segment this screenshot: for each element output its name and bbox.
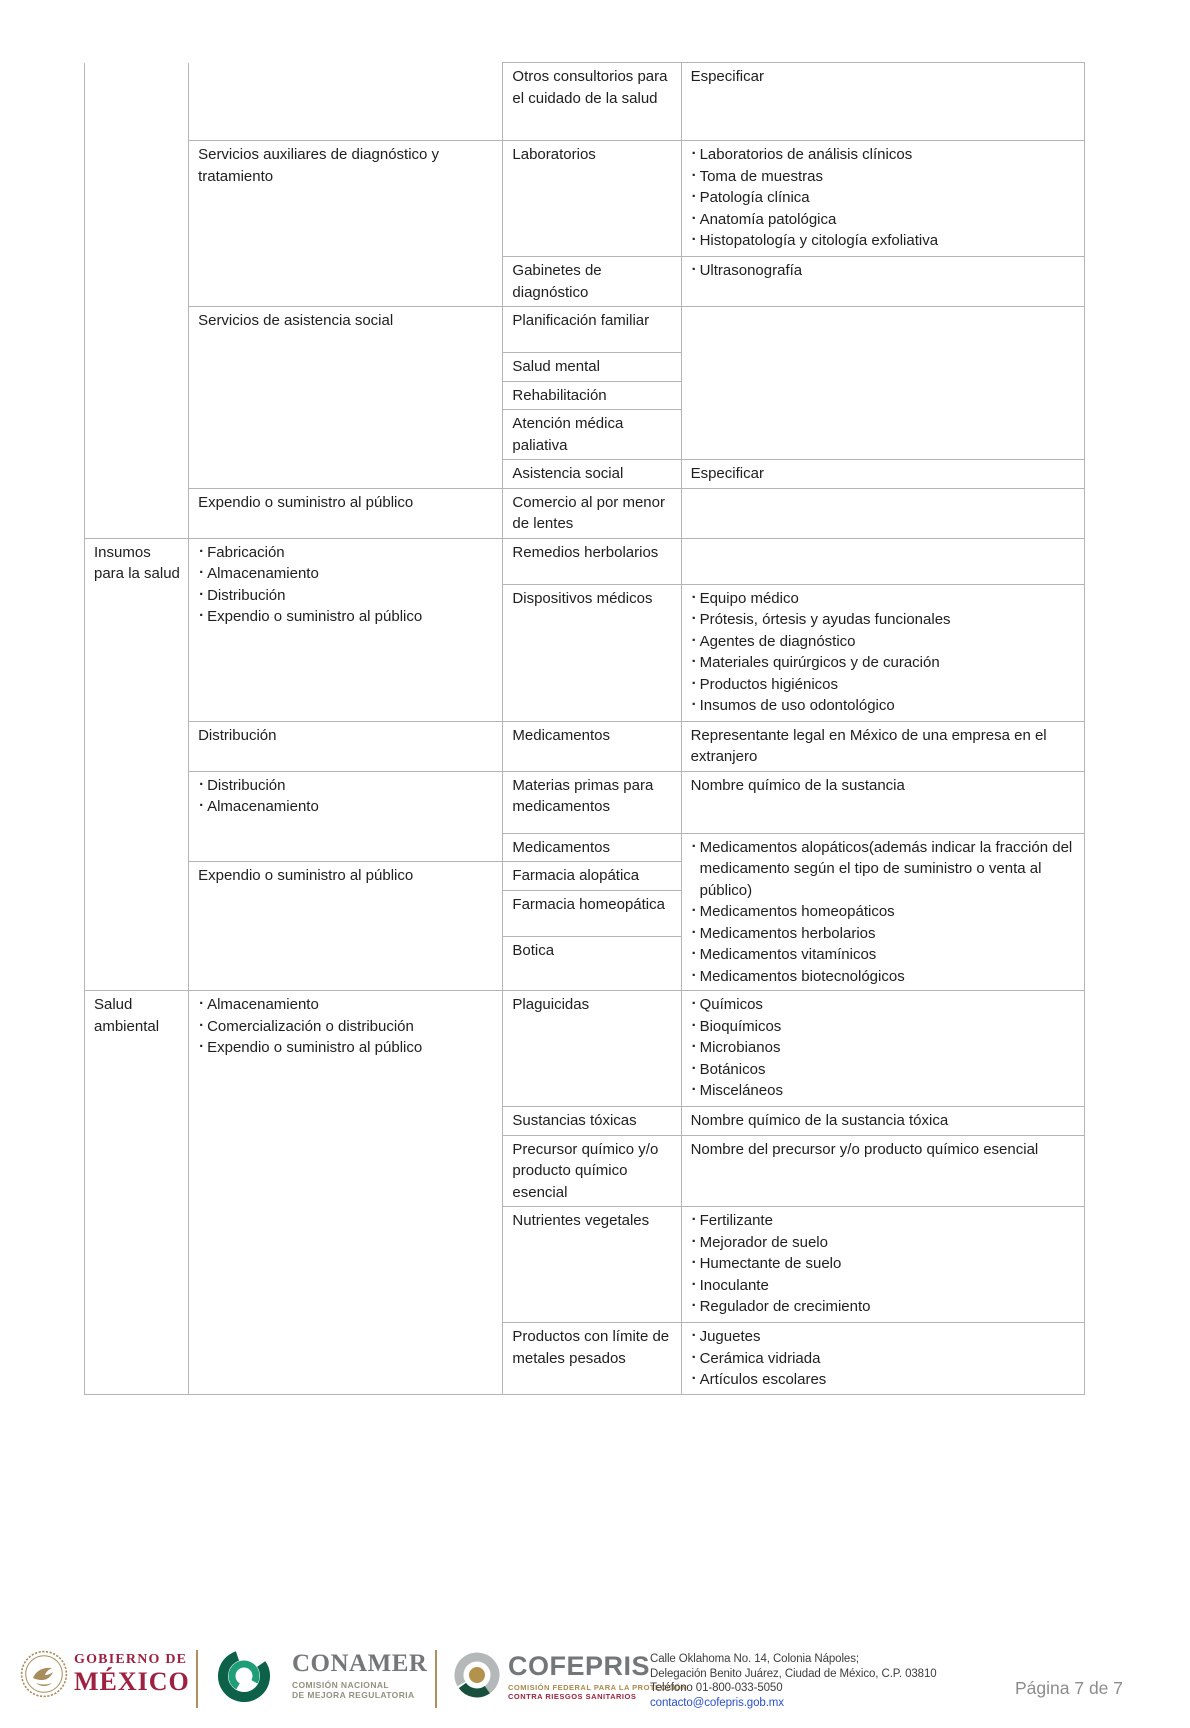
detail-cell [681,538,1084,584]
mexico-label: MÉXICO [74,1667,190,1696]
bullet-item: · Laboratorios de análisis clínicos [691,144,1076,166]
gobierno-mexico-wordmark [74,1652,190,1696]
establishment-cell: Sustancias tóxicas [503,1107,681,1136]
cofepris-address [650,1652,937,1710]
detail-cell [681,584,1084,721]
bullet-item: · Misceláneos [691,1080,1076,1102]
establishment-cell: Medicamentos [503,833,681,862]
page-footer [0,1640,1190,1728]
establishment-cell: Materias primas para medicamentos [503,771,681,833]
activity-cell: Distribución [189,721,503,771]
establishment-cell: Plaguicidas [503,991,681,1107]
bullet-item: · Almacenamiento [198,563,494,585]
detail-cell [681,1207,1084,1323]
bullet-item: · Productos higiénicos [691,674,1076,696]
detail-cell: Nombre del precursor y/o producto químico esencial [681,1135,1084,1207]
bullet-item: · Toma de muestras [691,166,1076,188]
establishment-cell: Botica [503,937,681,991]
bullet-item: · Prótesis, órtesis y ayudas funcionales [691,609,1076,631]
bullet-item: · Agentes de diagnóstico [691,631,1076,653]
establishment-cell: Remedios herbolarios [503,538,681,584]
establishment-cell: Otros consultorios para el cuidado de la salud [503,63,681,141]
table-row [85,63,1085,141]
bullet-item: · Medicamentos herbolarios [691,923,1076,945]
bullet-item: · Regulador de crecimiento [691,1296,1076,1318]
activity-cell: Expendio o suministro al público [189,862,503,991]
activities-table-wrap [84,62,1085,1395]
establishment-cell: Precursor químico y/o producto químico esencial [503,1135,681,1207]
bullet-item: · Mejorador de suelo [691,1232,1076,1254]
mexico-eagle-seal-icon [20,1650,68,1698]
establishment-cell: Planificación familiar [503,307,681,353]
detail-cell: Especificar [681,63,1084,141]
conamer-icon [216,1648,272,1704]
bullet-item: · Anatomía patológica [691,209,1076,231]
bullet-item: · Fabricación [198,542,494,564]
establishment-cell: Salud mental [503,353,681,382]
detail-cell: Especificar [681,460,1084,489]
cofepris-subtitle-1: COMISIÓN FEDERAL PARA LA PROTECCIÓN [508,1683,688,1692]
table-row [85,991,1085,1107]
table-row [85,538,1085,584]
table-row [85,307,1085,353]
cofepris-subtitle-2: CONTRA RIESGOS SANITARIOS [508,1692,637,1701]
establishment-cell: Comercio al por menor de lentes [503,488,681,538]
detail-cell [681,1323,1084,1395]
establishment-cell: Farmacia homeopática [503,891,681,937]
establishment-cell: Productos con límite de metales pesados [503,1323,681,1395]
establishment-cell: Farmacia alopática [503,862,681,891]
detail-cell [681,833,1084,991]
detail-cell: Representante legal en México de una empresa en el extranjero [681,721,1084,771]
detail-cell [681,257,1084,307]
table-row [85,141,1085,257]
conamer-subtitle-2: DE MEJORA REGULATORIA [292,1690,415,1700]
bullet-item: · Medicamentos biotecnológicos [691,966,1076,988]
gobierno-de-label: GOBIERNO DE [74,1652,188,1667]
bullet-item: · Equipo médico [691,588,1076,610]
activities-table [84,62,1085,1395]
cofepris-icon [452,1650,502,1700]
cofepris-name: COFEPRIS [508,1651,651,1681]
conamer-wordmark [292,1651,427,1700]
establishment-cell: Asistencia social [503,460,681,489]
bullet-item: · Medicamentos homeopáticos [691,901,1076,923]
activity-cell: Servicios auxiliares de diagnóstico y tratamiento [189,141,503,307]
bullet-item: · Insumos de uso odontológico [691,695,1076,717]
bullet-item: · Cerámica vidriada [691,1348,1076,1370]
activity-cell [189,991,503,1395]
bullet-item: · Inoculante [691,1275,1076,1297]
category-cell [85,63,189,539]
activity-cell: Servicios de asistencia social [189,307,503,489]
table-row [85,721,1085,771]
bullet-item: · Medicamentos alopáticos(además indicar la fracción del medicamento según el tipo de suministro o venta al público) [691,837,1076,902]
bullet-item: · Fertilizante [691,1210,1076,1232]
table-row [85,771,1085,833]
activity-cell: Expendio o suministro al público [189,488,503,538]
bullet-item: · Juguetes [691,1326,1076,1348]
bullet-item: · Distribución [198,585,494,607]
address-line-2: Delegación Benito Juárez, Ciudad de México, C.P. 03810 [650,1667,937,1680]
conamer-subtitle-1: COMISIÓN NACIONAL [292,1680,389,1690]
bullet-item: · Artículos escolares [691,1369,1076,1391]
conamer-name: CONAMER [292,1650,428,1677]
bullet-item: · Materiales quirúrgicos y de curación [691,652,1076,674]
bullet-item: · Almacenamiento [198,994,494,1016]
bullet-item: · Botánicos [691,1059,1076,1081]
detail-cell [681,307,1084,460]
detail-cell [681,141,1084,257]
footer-divider [196,1650,198,1708]
establishment-cell: Dispositivos médicos [503,584,681,721]
address-line-1: Calle Oklahoma No. 14, Colonia Nápoles; [650,1653,859,1665]
establishment-cell: Atención médica paliativa [503,410,681,460]
detail-cell [681,991,1084,1107]
contact-email-link[interactable]: contacto@cofepris.gob.mx [650,1696,784,1709]
activity-cell [189,771,503,862]
bullet-item: · Humectante de suelo [691,1253,1076,1275]
activity-cell [189,538,503,721]
activity-cell [189,63,503,141]
establishment-cell: Medicamentos [503,721,681,771]
establishment-cell: Nutrientes vegetales [503,1207,681,1323]
bullet-item: · Bioquímicos [691,1016,1076,1038]
table-row [85,488,1085,538]
bullet-item: · Químicos [691,994,1076,1016]
bullet-item: · Ultrasonografía [691,260,1076,282]
bullet-item: · Histopatología y citología exfoliativa [691,230,1076,252]
bullet-item: · Patología clínica [691,187,1076,209]
bullet-item: · Comercialización o distribución [198,1016,494,1038]
establishment-cell: Laboratorios [503,141,681,257]
bullet-item: · Almacenamiento [198,796,494,818]
establishment-cell: Rehabilitación [503,381,681,410]
detail-cell: Nombre químico de la sustancia tóxica [681,1107,1084,1136]
page-number: Página 7 de 7 [1015,1678,1124,1698]
bullet-item: · Expendio o suministro al público [198,1037,494,1059]
address-line-3: Teléfono 01-800-033-5050 [650,1682,783,1694]
bullet-item: · Microbianos [691,1037,1076,1059]
bullet-item: · Medicamentos vitamínicos [691,944,1076,966]
category-cell: Salud ambiental [85,991,189,1395]
bullet-item: · Expendio o suministro al público [198,606,494,628]
category-cell: Insumos para la salud [85,538,189,991]
bullet-item: · Distribución [198,775,494,797]
footer-divider [435,1650,437,1708]
detail-cell: Nombre químico de la sustancia [681,771,1084,833]
establishment-cell: Gabinetes de diagnóstico [503,257,681,307]
detail-cell [681,488,1084,538]
